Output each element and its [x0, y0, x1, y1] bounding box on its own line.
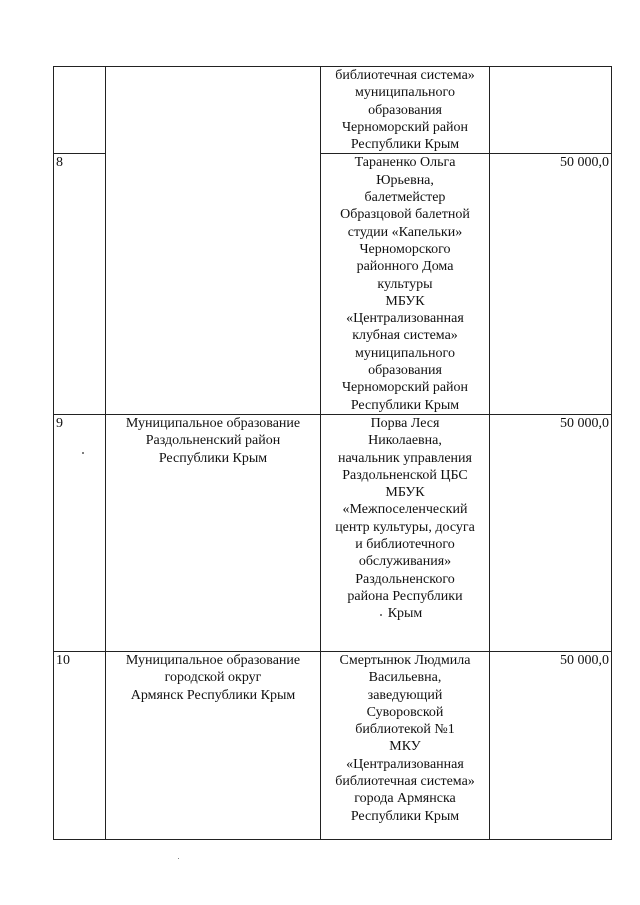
recipient-line: центр культуры, досуга [335, 519, 475, 535]
recipient-line: города Армянска [354, 791, 456, 807]
municipality-line: Раздольненский район [145, 433, 281, 449]
amount-cell [490, 67, 612, 154]
recipient-line: клубная система» [352, 328, 458, 344]
recipient-line: образования [368, 363, 442, 379]
municipality-line: Республики Крым [158, 450, 268, 466]
recipient-line: балетмейстер [364, 190, 446, 206]
recipient-line: образования [368, 102, 442, 118]
scan-speck [178, 858, 179, 859]
recipient-cell [321, 414, 490, 651]
recipient-line: библиотечная система» [335, 774, 475, 790]
recipient-line: студии «Капельки» [347, 224, 463, 240]
table-row [54, 414, 612, 651]
recipient-line: Раздольненского [355, 571, 455, 587]
recipient-line: Васильевна, [368, 670, 442, 686]
recipient-line: «Межпоселенческий [342, 502, 468, 518]
row-number-cell: 9 [54, 414, 106, 651]
award-table [53, 66, 612, 840]
recipient-line: Николаевна, [368, 433, 442, 449]
recipient-line: Черноморский район [341, 119, 469, 135]
row-number-cell: 10 [54, 651, 106, 839]
municipality-line: Муниципальное образование [125, 652, 301, 668]
recipient-line: культуры [377, 276, 433, 292]
recipient-line: и библиотечного [355, 537, 455, 553]
recipient-line: Крым [387, 606, 423, 622]
row-number-cell: 8 [54, 154, 106, 414]
recipient-line: Тараненко Ольга [354, 155, 456, 171]
recipient-line: районного Дома [356, 259, 454, 275]
recipient-line: Республики Крым [350, 137, 460, 153]
row-number-cell [54, 67, 106, 154]
scan-speck [82, 452, 84, 454]
recipient-line: Суворовской [366, 704, 444, 720]
amount-cell: 50 000,0 [490, 414, 612, 651]
recipient-cell [321, 154, 490, 414]
recipient-line: района Республики [347, 588, 463, 604]
municipality-line: Муниципальное образование [125, 415, 301, 431]
amount-cell: 50 000,0 [490, 154, 612, 414]
recipient-line: «Централизованная [346, 311, 464, 327]
amount-cell: 50 000,0 [490, 651, 612, 839]
recipient-line: Образцовой балетной [340, 207, 470, 223]
recipient-line: муниципального [355, 345, 455, 361]
recipient-line: библиотекой №1 [355, 722, 455, 738]
recipient-line: Юрьевна, [376, 172, 434, 188]
recipient-line: Республики Крым [350, 808, 460, 824]
recipient-line: Республики Крым [350, 397, 460, 413]
municipality-cell [106, 651, 321, 839]
table-row [54, 651, 612, 839]
recipient-line: МКУ [389, 739, 421, 755]
recipient-line: начальник управления [338, 450, 472, 466]
recipient-cell [321, 651, 490, 839]
recipient-line: Порва Леся [370, 415, 440, 431]
municipality-cell [106, 67, 321, 415]
municipality-line: городской округ [164, 670, 262, 686]
recipient-line: Черноморский район [341, 380, 469, 396]
recipient-line: муниципального [355, 85, 455, 101]
recipient-line: Черноморского [359, 241, 451, 257]
recipient-line: библиотечная система» [335, 68, 475, 83]
recipient-cell [321, 67, 490, 154]
recipient-line: «Централизованная [346, 756, 464, 772]
municipality-cell [106, 414, 321, 651]
municipality-line: Армянск Республики Крым [130, 687, 296, 703]
recipient-line: МБУК [385, 485, 425, 501]
recipient-line: Раздольненской ЦБС [342, 467, 468, 483]
recipient-line: МБУК [385, 293, 425, 309]
recipient-line: заведующий [367, 687, 443, 703]
scan-speck [380, 614, 382, 616]
recipient-line: обслуживания» [358, 554, 452, 570]
recipient-line: Смертынюк Людмила [339, 652, 471, 668]
table-row [54, 67, 612, 154]
